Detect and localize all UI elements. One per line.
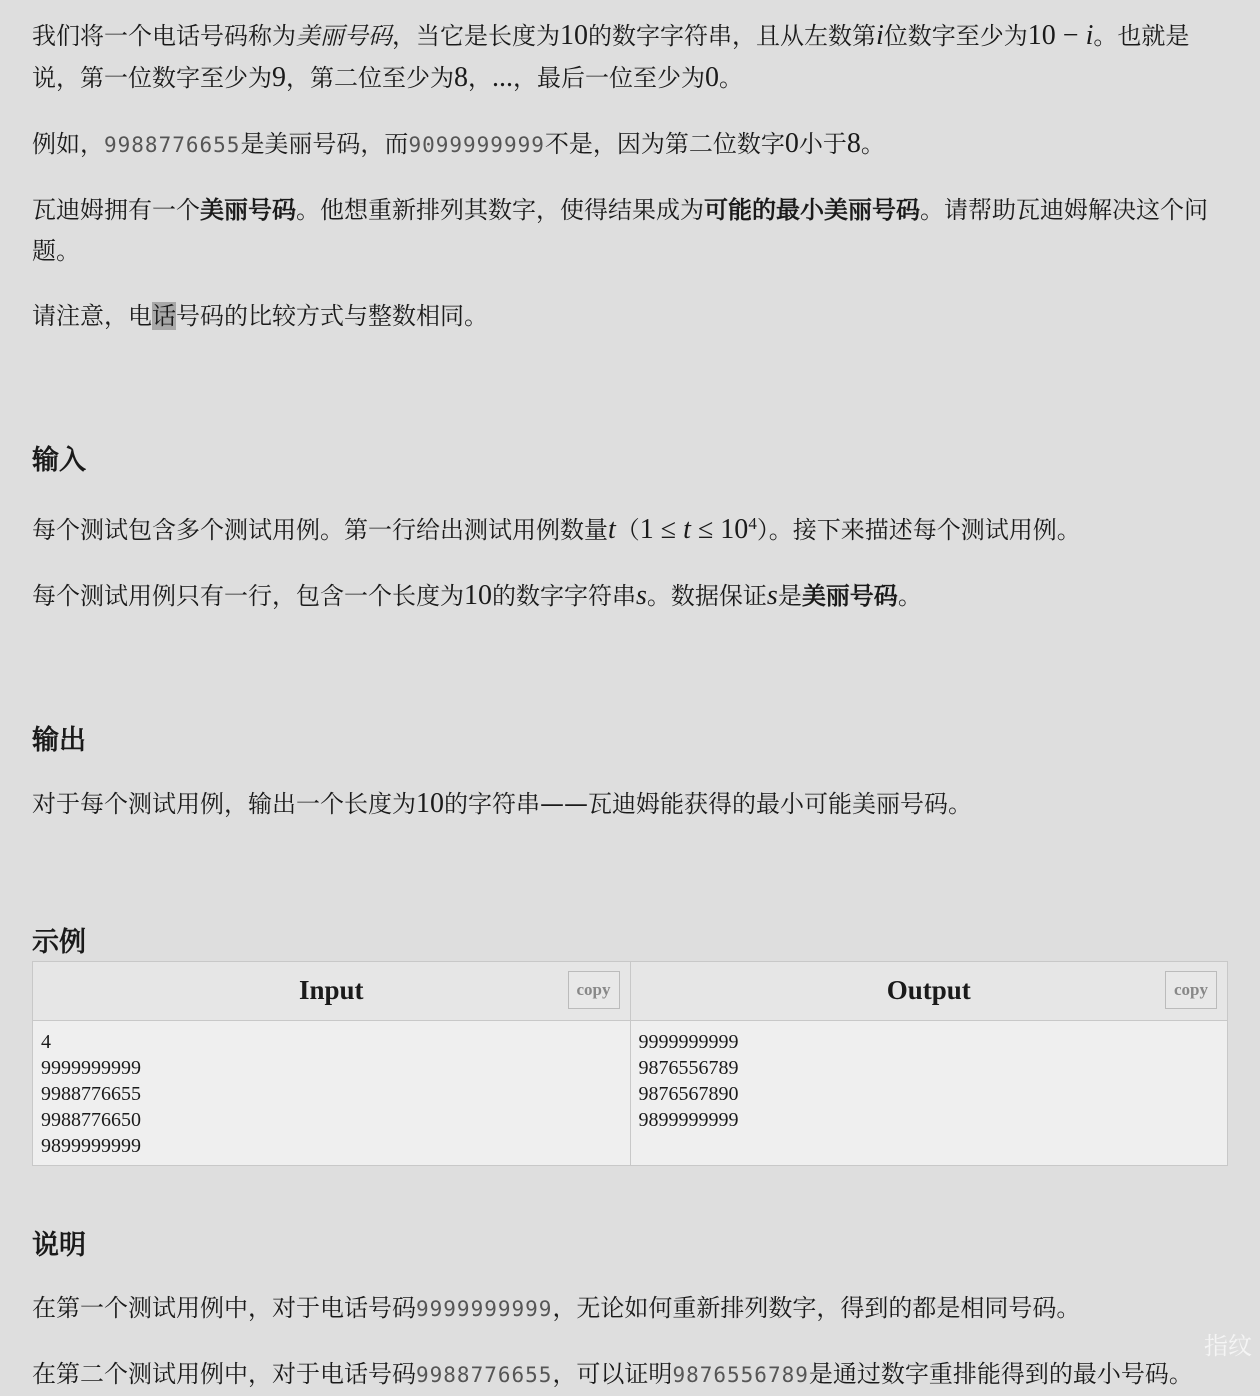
text: （ <box>615 516 640 544</box>
output-line: 9876567890 <box>638 1083 739 1105</box>
text: 在第一个测试用例中，对于电话号码 <box>32 1294 416 1322</box>
math-number: 8 <box>454 62 468 93</box>
bold-text: 可能的最小美丽号码 <box>704 196 920 224</box>
math-ellipsis: ... <box>492 62 513 93</box>
math-variable: i <box>876 20 884 51</box>
sample-input-title: Input <box>298 975 364 1005</box>
text: 我们将一个电话号码称为 <box>32 22 296 50</box>
statement-paragraph-3 <box>32 190 1228 272</box>
sample-input-header <box>33 962 630 1021</box>
math-variable: i <box>1085 20 1094 51</box>
text: 瓦迪姆拥有一个 <box>32 196 200 224</box>
text: ，可以证明 <box>552 1360 673 1388</box>
input-paragraph-1 <box>32 503 1228 551</box>
text: ，无论如何重新排列数字，得到的都是相同号码。 <box>552 1294 1081 1322</box>
output-line: 9999999999 <box>638 1031 739 1053</box>
math-variable: s <box>636 580 647 611</box>
bold-text: 美丽号码 <box>200 196 296 224</box>
text: ）。接下来描述每个测试用例。 <box>756 516 1081 544</box>
inline-code: 9999999999 <box>416 1297 553 1321</box>
text: 。 <box>719 64 743 92</box>
output-paragraph <box>32 783 1228 825</box>
text: 。请帮助瓦迪姆解决这个问题。 <box>32 196 1208 265</box>
text: ，第二位至少为 <box>286 64 454 92</box>
text: 。他想重新排列其数字，使得结果成为 <box>296 196 704 224</box>
example-section-title: 示例 <box>32 927 86 958</box>
math-number: 10 <box>416 788 444 819</box>
input-paragraph-2 <box>32 575 1228 617</box>
note-paragraph-1 <box>32 1288 1228 1330</box>
text-selection-highlight[interactable]: 话 <box>152 302 176 330</box>
text: 。数据保证 <box>646 582 767 610</box>
math-superscript: 4 <box>748 514 757 533</box>
text: 在第二个测试用例中，对于电话号码 <box>32 1360 416 1388</box>
input-line: 9999999999 <box>41 1057 141 1079</box>
sample-output-content[interactable] <box>631 1021 1228 1165</box>
text: 。也就是说，第一位数字至少为 <box>32 22 1190 92</box>
text: 位数字至少为 <box>883 22 1028 50</box>
math-variable: s <box>766 580 778 611</box>
text: ，最后一位至少为 <box>513 64 705 92</box>
math-number: 10 <box>464 580 492 611</box>
text: 是美丽号码，而 <box>240 130 409 158</box>
text: ，当它是长度为 <box>392 22 560 50</box>
math-expression: 10 − <box>1027 20 1086 51</box>
output-line: 9899999999 <box>638 1109 739 1131</box>
text: 不是，因为第二位数字 <box>544 130 785 158</box>
bold-text: 美丽号码 <box>801 582 898 610</box>
statement-paragraph-4 <box>32 296 1228 337</box>
inline-code: 9988776655 <box>416 1363 553 1387</box>
sample-output-title: Output <box>886 975 971 1005</box>
math-variable: t <box>683 514 691 545</box>
text: 号码的比较方式与整数相同。 <box>176 302 488 330</box>
text: 的数字字符串 <box>492 582 636 610</box>
text: 请注意，电 <box>32 302 152 330</box>
text: 的字符串——瓦迪姆能获得的最小可能美丽号码。 <box>444 790 972 818</box>
math-number: 10 <box>560 20 588 51</box>
text: 例如， <box>32 130 104 158</box>
math-expression: 1 ≤ <box>639 514 684 545</box>
text: 对于每个测试用例，输出一个长度为 <box>32 790 416 818</box>
input-line: 9988776655 <box>41 1083 141 1105</box>
math-number: 8 <box>846 128 861 159</box>
copy-input-button[interactable]: copy <box>568 971 620 1009</box>
watermark: 指纹 <box>1204 1332 1252 1360</box>
input-line: 4 <box>41 1031 51 1053</box>
math-number: 9 <box>272 62 286 93</box>
input-line: 9988776650 <box>41 1109 141 1131</box>
inline-code: 9988776655 <box>104 133 241 157</box>
inline-code: 9876556789 <box>672 1363 809 1387</box>
text: 。 <box>897 582 922 610</box>
math-variable: t <box>608 514 616 545</box>
math-expression: ≤ 10 <box>690 514 749 545</box>
math-number: 0 <box>784 128 799 159</box>
note-section-title: 说明 <box>32 1230 86 1261</box>
inline-code: 9099999999 <box>408 133 545 157</box>
sample-test <box>32 961 1228 1166</box>
output-section-title: 输出 <box>32 725 86 756</box>
statement-paragraph-1 <box>32 15 1228 99</box>
term-beautiful-number: 美丽号码 <box>296 22 392 50</box>
statement-paragraph-2 <box>32 123 1228 166</box>
input-section-title: 输入 <box>32 445 86 476</box>
copy-output-button[interactable]: copy <box>1165 971 1217 1009</box>
math-number: 0 <box>705 62 719 93</box>
sample-output <box>630 962 1228 1165</box>
text: 每个测试用例只有一行，包含一个长度为 <box>32 582 464 610</box>
text: 是通过数字重排能得到的最小号码。 <box>808 1360 1193 1388</box>
output-line: 9876556789 <box>638 1057 739 1079</box>
text: ， <box>468 64 492 92</box>
text: 的数字字符串，且从左数第 <box>588 22 876 50</box>
text: 每个测试包含多个测试用例。第一行给出测试用例数量 <box>32 516 608 544</box>
input-line: 9899999999 <box>41 1135 141 1157</box>
text: 是 <box>777 582 802 610</box>
sample-output-header <box>631 962 1228 1021</box>
text: 小于 <box>798 130 847 158</box>
note-paragraph-2 <box>32 1354 1228 1396</box>
sample-input-content[interactable] <box>33 1021 630 1165</box>
text: 。 <box>860 130 885 158</box>
sample-input <box>33 962 630 1165</box>
